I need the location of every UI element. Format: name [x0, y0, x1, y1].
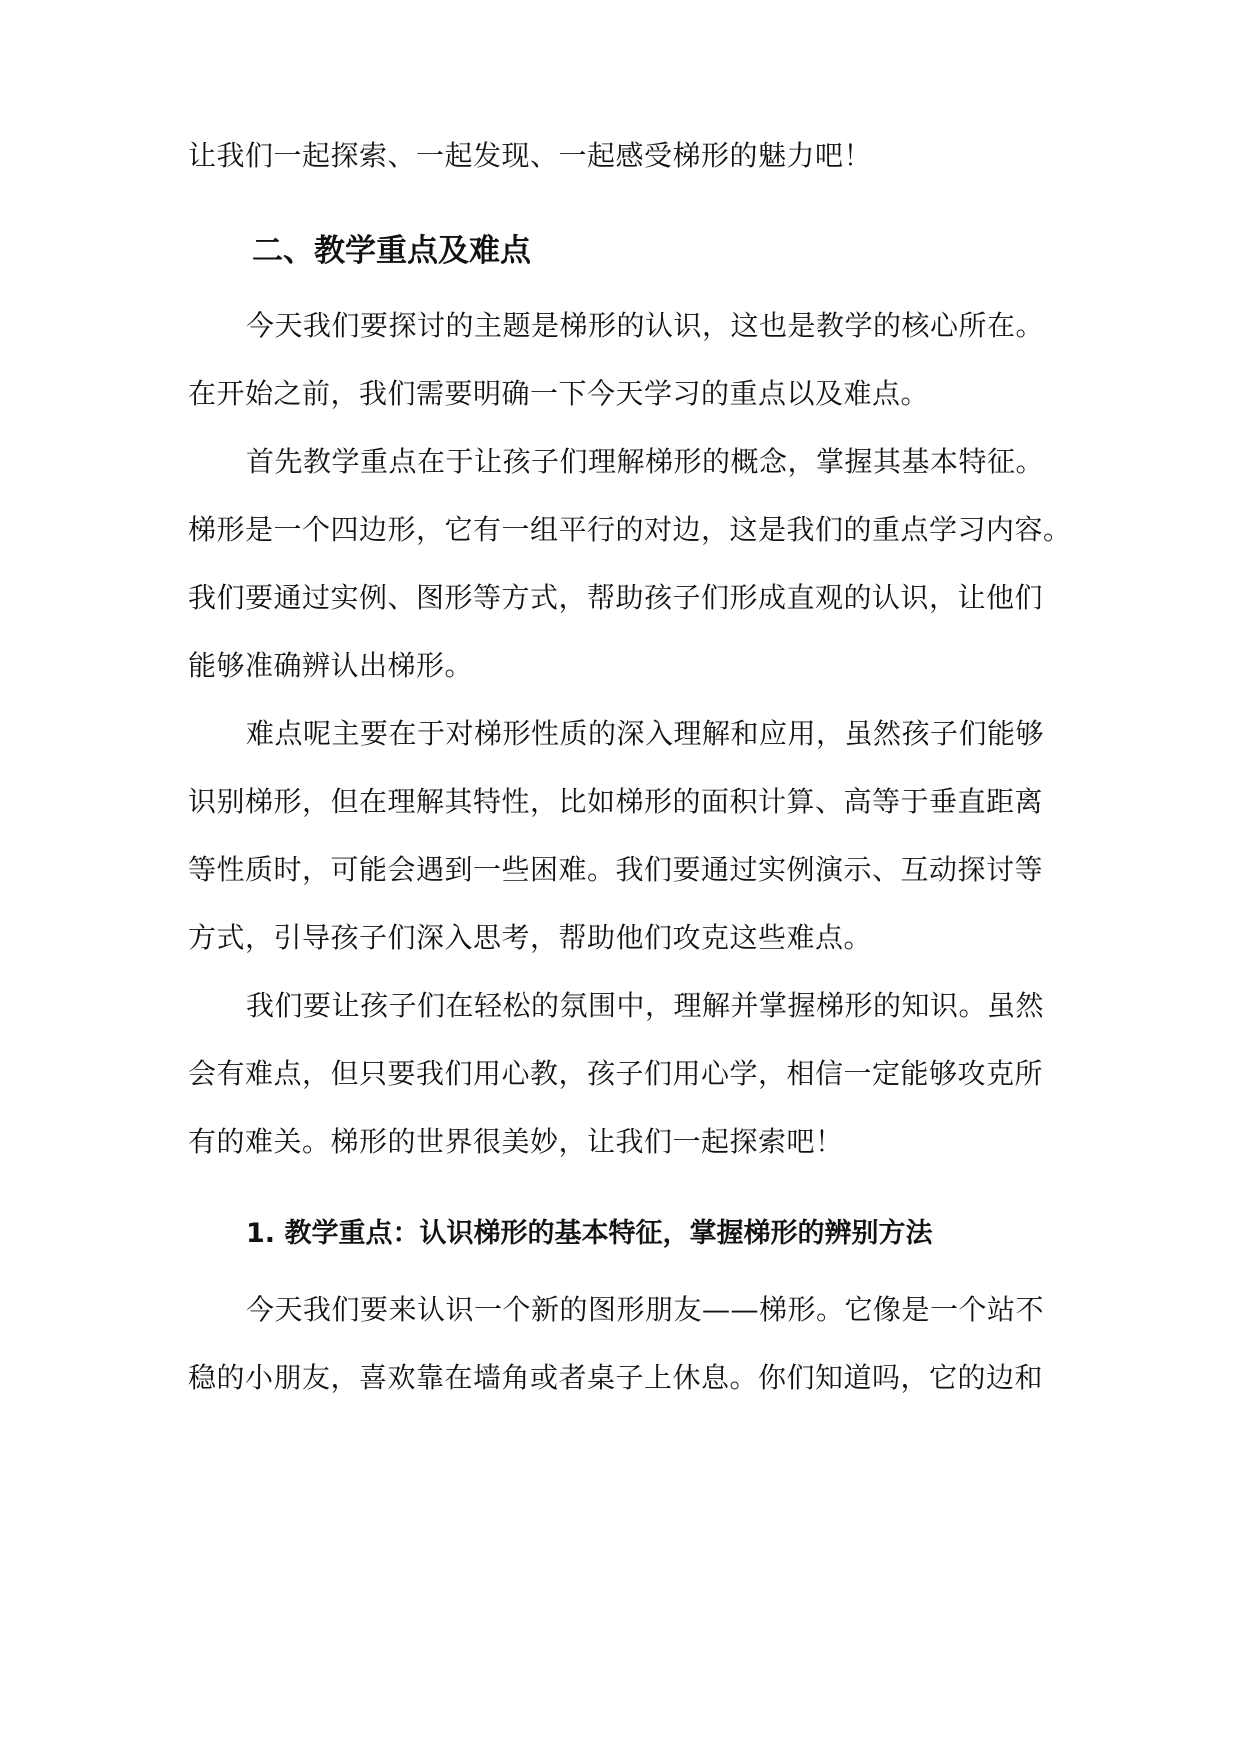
paragraph-line: 今天我们要来认识一个新的图形朋友——梯形。它像是一个站不 [246, 1293, 1045, 1326]
paragraph-line: 在开始之前，我们需要明确一下今天学习的重点以及难点。 [188, 377, 930, 410]
paragraph-line: 识别梯形，但在理解其特性，比如梯形的面积计算、高等于垂直距离 [188, 785, 1044, 818]
paragraph-line: 我们要让孩子们在轻松的氛围中，理解并掌握梯形的知识。虽然 [246, 989, 1045, 1022]
paragraph-line: 能够准确辨认出梯形。 [188, 649, 474, 682]
subsection-heading: 1. 教学重点：认识梯形的基本特征，掌握梯形的辨别方法 [246, 1218, 933, 1249]
paragraph-line: 方式，引导孩子们深入思考，帮助他们攻克这些难点。 [188, 921, 873, 954]
paragraph-line: 我们要通过实例、图形等方式，帮助孩子们形成直观的认识，让他们 [188, 581, 1044, 614]
intro-line: 让我们一起探索、一起发现、一起感受梯形的魅力吧！ [188, 139, 873, 172]
paragraph-line: 梯形是一个四边形，它有一组平行的对边，这是我们的重点学习内容。 [188, 513, 1072, 546]
paragraph-line: 等性质时，可能会遇到一些困难。我们要通过实例演示、互动探讨等 [188, 853, 1044, 886]
section-heading: 二、教学重点及难点 [252, 233, 531, 269]
paragraph-line: 稳的小朋友，喜欢靠在墙角或者桌子上休息。你们知道吗，它的边和 [188, 1361, 1044, 1394]
paragraph-line: 难点呢主要在于对梯形性质的深入理解和应用，虽然孩子们能够 [246, 717, 1045, 750]
paragraph-line: 会有难点，但只要我们用心教，孩子们用心学，相信一定能够攻克所 [188, 1057, 1044, 1090]
paragraph-line: 有的难关。梯形的世界很美妙，让我们一起探索吧！ [188, 1125, 844, 1158]
paragraph-line: 今天我们要探讨的主题是梯形的认识，这也是教学的核心所在。 [246, 309, 1045, 342]
paragraph-line: 首先教学重点在于让孩子们理解梯形的概念，掌握其基本特征。 [246, 445, 1045, 478]
